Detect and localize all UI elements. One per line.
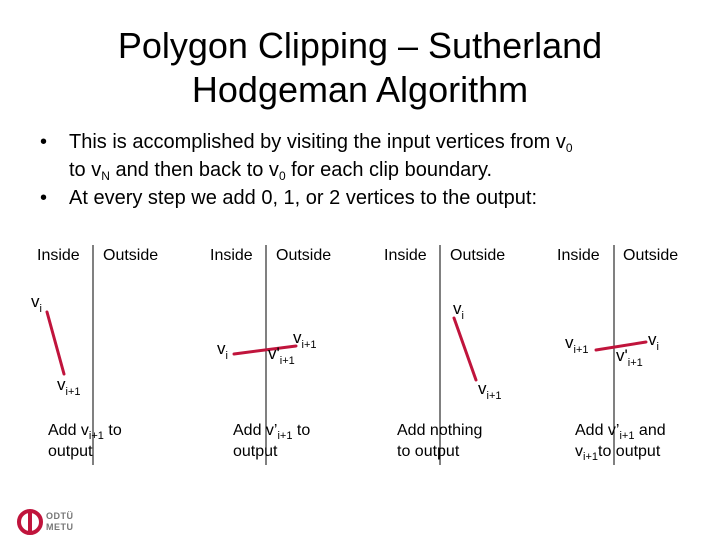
title-line-1: Polygon Clipping – Sutherland xyxy=(117,25,603,66)
vertex-label-vi: $v_i$ xyxy=(217,339,228,362)
bullet-item-2: • At every step we add 0, 1, or 2 vertices to the output: xyxy=(40,184,700,212)
case-3-outside-label: Outside xyxy=(450,247,506,264)
vertex-label-vi1: $v_{i+1}$ xyxy=(293,328,317,351)
vertex-label-vi: $v_i$ xyxy=(648,330,659,353)
vertex-label-vprime-i1: $v'_{i+1}$ xyxy=(616,346,643,369)
edge-case-1 xyxy=(47,312,64,374)
vertex-label-vi: $v_i$ xyxy=(453,299,464,322)
case-4-inside-label: Inside xyxy=(557,247,600,264)
case-2-inside-label: Inside xyxy=(210,247,253,264)
edge-case-3 xyxy=(454,318,476,380)
case-1-inside-label: Inside xyxy=(37,247,80,264)
vertex-label-vi1: $v_{i+1}$ xyxy=(57,375,81,398)
vertex-label-vprime-i1: $v'_{i+1}$ xyxy=(268,344,295,367)
case-3-inside-label: Inside xyxy=(384,247,427,264)
vertex-label-vi1: $v_{i+1}$ xyxy=(478,379,502,402)
title-line-2: Hodgeman Algorithm xyxy=(191,69,529,110)
metu-logo-icon xyxy=(16,508,44,536)
case-4-outside-label: Outside xyxy=(623,247,679,264)
vertex-label-vi: $v_i$ xyxy=(31,292,42,315)
logo-text-line-2: METU xyxy=(46,522,74,532)
case-2-outside-label: Outside xyxy=(276,247,332,264)
bullet-dot: • xyxy=(40,131,48,153)
vertex-label-vi1: $v_{i+1}$ xyxy=(565,333,589,356)
case-4-caption: Add $v’_{i+1}$ and $v_{i+1}to$ output xyxy=(575,422,666,463)
case-1-outside-label: Outside xyxy=(103,247,159,264)
case-3-caption: Add nothing to output xyxy=(397,422,483,460)
bullet-item-1: • This is accomplished by visiting the input vertices from $v_0$ to $v_N$ and then back to $v_0$ for each clip boundary. xyxy=(40,128,700,184)
bullet-dot: • xyxy=(40,187,48,209)
case-1-caption: Add $v_{i+1}$ to output xyxy=(48,422,122,460)
case-2-caption: Add $v’_{i+1}$ to output xyxy=(233,422,311,460)
metu-logo xyxy=(16,508,82,536)
logo-text-line-1: ODTÜ xyxy=(46,511,74,521)
